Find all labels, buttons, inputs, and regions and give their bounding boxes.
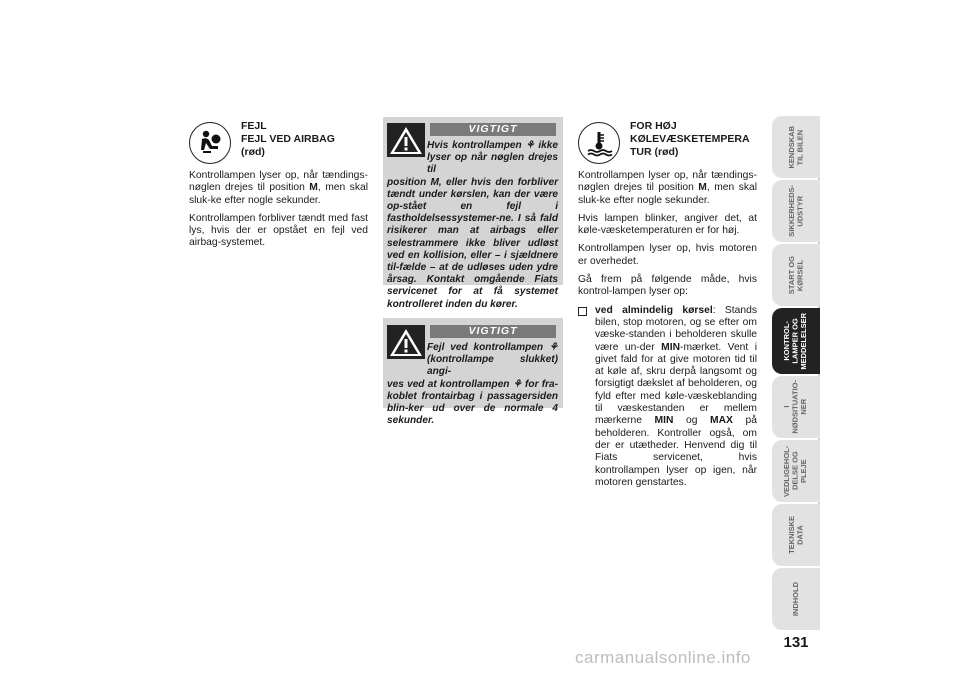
tab-tekniske-data[interactable]: TEKNISKE DATA xyxy=(772,504,820,566)
coolant-temperature-icon xyxy=(578,122,620,164)
bullet-square-icon xyxy=(578,307,587,316)
paragraph: Kontrollampen lyser op, hvis motoren er overhedet. xyxy=(578,243,757,267)
section-title: FEJL VED AIRBAG xyxy=(241,133,335,145)
column-airbag-fault xyxy=(189,120,368,256)
warning-header: VIGTIGT xyxy=(430,123,556,136)
airbag-small-icon: ⚘ xyxy=(525,140,535,151)
list-item: ved almindelig kørsel: Stands bilen, stop motoren, og se efter om væske-standen i beholderen skulle være un-der MIN-mærket. Vent i givet fald for at give motoren tid til at køle af, skru derpå langsomt og forsigtigt dækslet af beholderen, og fyld efter med køle-væskeblanding til væskestanden er mellem mærkerne MIN og MAX på beholderen. Kontroller også, om der er utætheder. Henvend dig til Fiats servicenet, hvis kontrollampen lyser op igen, når motoren genstartes. xyxy=(578,305,757,489)
warning-text: Hvis kontrollampen ⚘ ikke lyser op når nøglen drejes til position M, eller hvis den forbliver tændt under kørslen, kan der være op-stået en fejl i fastholdelsessystemer-ne. I så fald risikerer man at airbags eller selestrammere ikke bliver udløst ved en kollision, eller – i sjældnere til-fælde – at de udløses uden ydre årsag. Kontakt omgående Fiats servicenet for at få systemet kontrolleret inden du kører. xyxy=(387,140,558,310)
tab-kendskab-til-bilen[interactable]: KENDSKAB TIL BILEN xyxy=(772,116,820,178)
airbag-warning-icon xyxy=(189,122,231,164)
section-title: TUR (rød) xyxy=(630,146,679,158)
tab-start-og-korsel[interactable]: START OG KØRSEL xyxy=(772,244,820,306)
paragraph: Kontrollampen lyser op, når tændings-nøglen drejes til position M, men skal sluk-ke efter nogle sekunder. xyxy=(189,170,368,206)
section-title: (rød) xyxy=(241,146,265,158)
tab-sikkerhedsudstyr[interactable]: SIKKERHEDS- UDSTYR xyxy=(772,180,820,242)
section-title: FOR HØJ xyxy=(630,120,677,132)
airbag-small-icon: ⚘ xyxy=(548,342,558,353)
warning-header: VIGTIGT xyxy=(430,325,556,338)
section-title: KØLEVÆSKETEMPERA xyxy=(630,133,750,145)
tab-nodsituationer[interactable]: I NØDSITUATIO- NER xyxy=(772,376,820,438)
section-title: FEJL xyxy=(241,120,267,132)
page-number: 131 xyxy=(783,634,809,651)
paragraph: Kontrollampen lyser op, når tændings-nøglen drejes til position M, men skal sluk-ke efter nogle sekunder. xyxy=(578,170,757,206)
tab-indhold[interactable]: INDHOLD xyxy=(772,568,820,630)
paragraph: Kontrollampen forbliver tændt med fast lys, hvis der er opstået en fejl ved airbag-systemet. xyxy=(189,212,368,249)
tab-vedligeholdelse[interactable]: VEDLIGEHOL- DELSE OG PLEJE xyxy=(772,440,820,502)
paragraph: Gå frem på følgende måde, hvis kontrol-lampen lyser op: xyxy=(578,274,757,298)
watermark-footer: carmanualsonline.info xyxy=(575,648,751,667)
tab-kontrollamper[interactable]: KONTROL- LAMPER OG MEDDELELSER xyxy=(772,308,820,374)
paragraph: Hvis lampen blinker, angiver det, at køle-væsketemperaturen er for høj. xyxy=(578,212,757,237)
column-coolant-temperature xyxy=(578,120,757,495)
warning-text: Fejl ved kontrollampen ⚘ (kontrollampe slukket) angi- ves ved at kontrollampen ⚘ for fra-koblet frontairbag i passagersiden blin-ker ud over de normale 4 sekunder. xyxy=(387,342,558,427)
passenger-airbag-off-icon: ⚘ xyxy=(512,378,522,390)
